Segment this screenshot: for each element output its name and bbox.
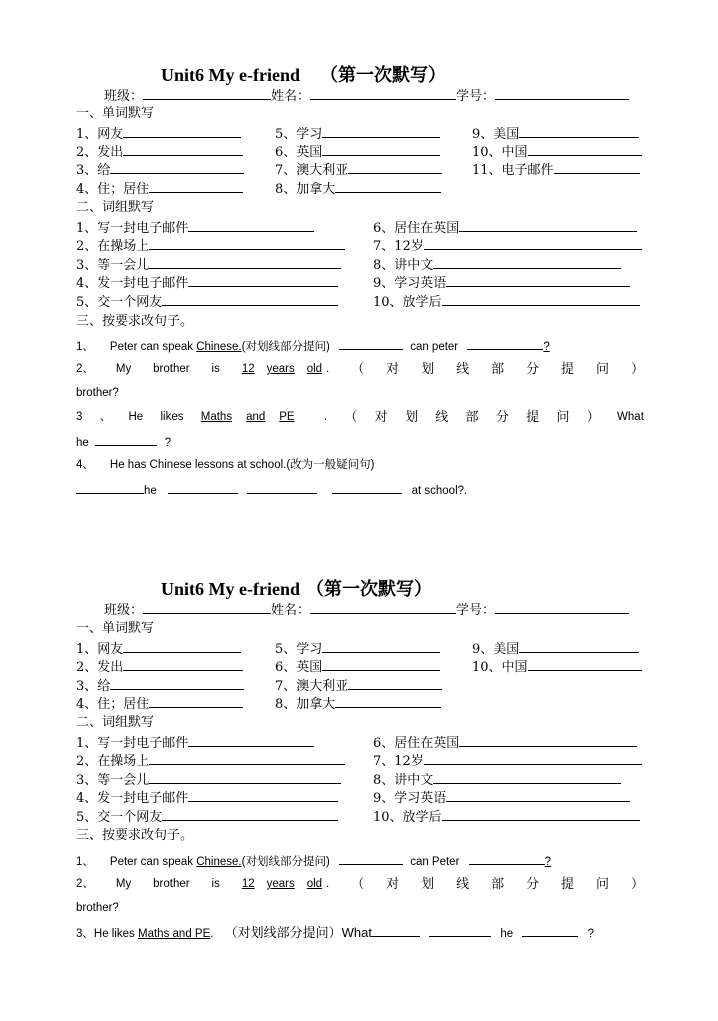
answer-blank[interactable] xyxy=(188,789,338,802)
section-heading: 一、单词默写 xyxy=(76,106,155,121)
answer-blank[interactable] xyxy=(446,274,630,287)
answer-blank[interactable] xyxy=(442,293,640,306)
answer-blank[interactable] xyxy=(322,143,440,156)
word-item: 4、住；居住 xyxy=(76,180,243,198)
answer-blank[interactable] xyxy=(188,734,314,747)
section-heading: 二、词组默写 xyxy=(76,715,155,730)
phrase-item: 4、发一封电子邮件 xyxy=(76,789,338,807)
section-heading: 二、词组默写 xyxy=(76,200,155,215)
answer-blank[interactable] xyxy=(519,125,639,138)
word-item: 7、澳大利亚 xyxy=(275,161,442,179)
phrase-item: 2、在操场上 xyxy=(76,237,345,255)
answer-blank[interactable] xyxy=(123,640,241,653)
answer-blank[interactable] xyxy=(424,752,642,765)
answer-blank[interactable] xyxy=(459,219,637,232)
answer-blank[interactable] xyxy=(149,695,243,708)
answer-blank[interactable] xyxy=(469,852,545,865)
answer-blank[interactable] xyxy=(110,161,244,174)
question-2: 2、 My brother is 12 years old . （ 对 划 线 部 分 提 问 ） xyxy=(76,876,644,891)
word-item: 5、学习 xyxy=(275,640,440,658)
phrase-item: 9、学习英语 xyxy=(373,789,630,807)
answer-blank[interactable] xyxy=(467,337,543,350)
answer-blank[interactable] xyxy=(424,237,642,250)
phrase-item: 8、讲中文 xyxy=(373,771,621,789)
answer-blank[interactable] xyxy=(149,237,345,250)
answer-blank[interactable] xyxy=(519,640,639,653)
word-item: 6、英国 xyxy=(275,143,440,161)
number-blank[interactable] xyxy=(495,87,629,100)
answer-blank[interactable] xyxy=(335,180,441,193)
question-3-cont: he ? xyxy=(76,433,171,451)
answer-blank[interactable] xyxy=(123,658,243,671)
answer-blank[interactable] xyxy=(339,337,403,350)
answer-blank[interactable] xyxy=(528,658,642,671)
word-item: 10、中国 xyxy=(472,658,642,676)
question-4-answer: he at school?. xyxy=(76,481,467,499)
class-blank[interactable] xyxy=(143,87,271,100)
section-heading: 一、单词默写 xyxy=(76,621,155,636)
answer-blank[interactable] xyxy=(339,852,403,865)
question-2: 2、 My brother is 12 years old . （ 对 划 线 部 分 提 问 ） xyxy=(76,361,644,376)
phrase-item: 1、写一封电子邮件 xyxy=(76,734,314,752)
section-heading: 三、按要求改句子。 xyxy=(76,828,194,843)
answer-blank[interactable] xyxy=(332,481,402,494)
word-item: 2、发出 xyxy=(76,143,243,161)
word-item: 3、给 xyxy=(76,161,244,179)
answer-blank[interactable] xyxy=(188,274,338,287)
worksheet-title: Unit6 My e-friend （第一次默写） xyxy=(161,65,446,85)
question-3: 3 、 He likes Maths and PE . （ 对 划 线 部 分 提 问 ） What xyxy=(76,409,644,424)
phrase-item: 3、等一会儿 xyxy=(76,771,341,789)
word-item: 1、网友 xyxy=(76,125,241,143)
phrase-item: 5、交一个网友 xyxy=(76,808,338,826)
word-item: 8、加拿大 xyxy=(275,695,441,713)
answer-blank[interactable] xyxy=(76,481,144,494)
answer-blank[interactable] xyxy=(149,752,345,765)
question-2-cont: brother? xyxy=(76,902,119,914)
word-item: 6、英国 xyxy=(275,658,440,676)
phrase-item: 4、发一封电子邮件 xyxy=(76,274,338,292)
phrase-item: 7、12岁 xyxy=(373,752,642,770)
phrase-item: 9、学习英语 xyxy=(373,274,630,292)
word-item: 2、发出 xyxy=(76,658,243,676)
answer-blank[interactable] xyxy=(322,658,440,671)
name-blank[interactable] xyxy=(310,601,456,614)
student-info-row: 班级： 姓名： 学号： xyxy=(104,87,629,105)
answer-blank[interactable] xyxy=(335,695,441,708)
word-item: 10、中国 xyxy=(472,143,642,161)
answer-blank[interactable] xyxy=(554,161,640,174)
phrase-item: 8、讲中文 xyxy=(373,256,621,274)
answer-blank[interactable] xyxy=(123,125,241,138)
answer-blank[interactable] xyxy=(149,771,341,784)
question-3: 3、He likes Maths and PE. （对划线部分提问）What he ? xyxy=(76,925,595,940)
answer-blank[interactable] xyxy=(429,924,491,937)
answer-blank[interactable] xyxy=(95,433,157,446)
question-2-cont: brother? xyxy=(76,387,119,399)
word-item: 9、美国 xyxy=(472,125,639,143)
answer-blank[interactable] xyxy=(162,293,338,306)
phrase-item: 5、交一个网友 xyxy=(76,293,338,311)
answer-blank[interactable] xyxy=(348,161,442,174)
phrase-item: 3、等一会儿 xyxy=(76,256,341,274)
word-item: 9、美国 xyxy=(472,640,639,658)
word-item: 1、网友 xyxy=(76,640,241,658)
answer-blank[interactable] xyxy=(446,789,630,802)
worksheet-title: Unit6 My e-friend （第一次默写） xyxy=(161,579,432,599)
answer-blank[interactable] xyxy=(433,771,621,784)
name-blank[interactable] xyxy=(310,87,456,100)
phrase-item: 10、放学后 xyxy=(373,293,640,311)
question-1: 1、 Peter can speak Chinese.(对划线部分提问) can Peter ? xyxy=(76,852,551,870)
answer-blank[interactable] xyxy=(372,924,420,937)
phrase-item: 6、居住在英国 xyxy=(373,219,637,237)
word-item: 7、澳大利亚 xyxy=(275,677,442,695)
answer-blank[interactable] xyxy=(348,677,442,690)
answer-blank[interactable] xyxy=(123,143,243,156)
phrase-item: 1、写一封电子邮件 xyxy=(76,219,314,237)
answer-blank[interactable] xyxy=(168,481,238,494)
word-item: 11、电子邮件 xyxy=(472,161,640,179)
answer-blank[interactable] xyxy=(162,808,338,821)
student-info-row: 班级： 姓名： 学号： xyxy=(104,601,629,619)
answer-blank[interactable] xyxy=(433,256,621,269)
answer-blank[interactable] xyxy=(188,219,314,232)
answer-blank[interactable] xyxy=(149,180,243,193)
number-blank[interactable] xyxy=(495,601,629,614)
phrase-item: 7、12岁 xyxy=(373,237,642,255)
phrase-item: 2、在操场上 xyxy=(76,752,345,770)
answer-blank[interactable] xyxy=(110,677,244,690)
answer-blank[interactable] xyxy=(459,734,637,747)
section-heading: 三、按要求改句子。 xyxy=(76,314,194,329)
answer-blank[interactable] xyxy=(322,640,440,653)
phrase-item: 6、居住在英国 xyxy=(373,734,637,752)
phrase-item: 10、放学后 xyxy=(373,808,640,826)
answer-blank[interactable] xyxy=(442,808,640,821)
word-item: 4、住；居住 xyxy=(76,695,243,713)
word-item: 3、给 xyxy=(76,677,244,695)
question-1: 1、 Peter can speak Chinese.(对划线部分提问) can peter ? xyxy=(76,337,550,355)
class-blank[interactable] xyxy=(143,601,271,614)
answer-blank[interactable] xyxy=(247,481,317,494)
answer-blank[interactable] xyxy=(522,924,578,937)
word-item: 5、学习 xyxy=(275,125,440,143)
answer-blank[interactable] xyxy=(528,143,642,156)
answer-blank[interactable] xyxy=(149,256,341,269)
word-item: 8、加拿大 xyxy=(275,180,441,198)
answer-blank[interactable] xyxy=(322,125,440,138)
question-4: 4、 He has Chinese lessons at school.(改为一般疑问句) xyxy=(76,459,375,471)
